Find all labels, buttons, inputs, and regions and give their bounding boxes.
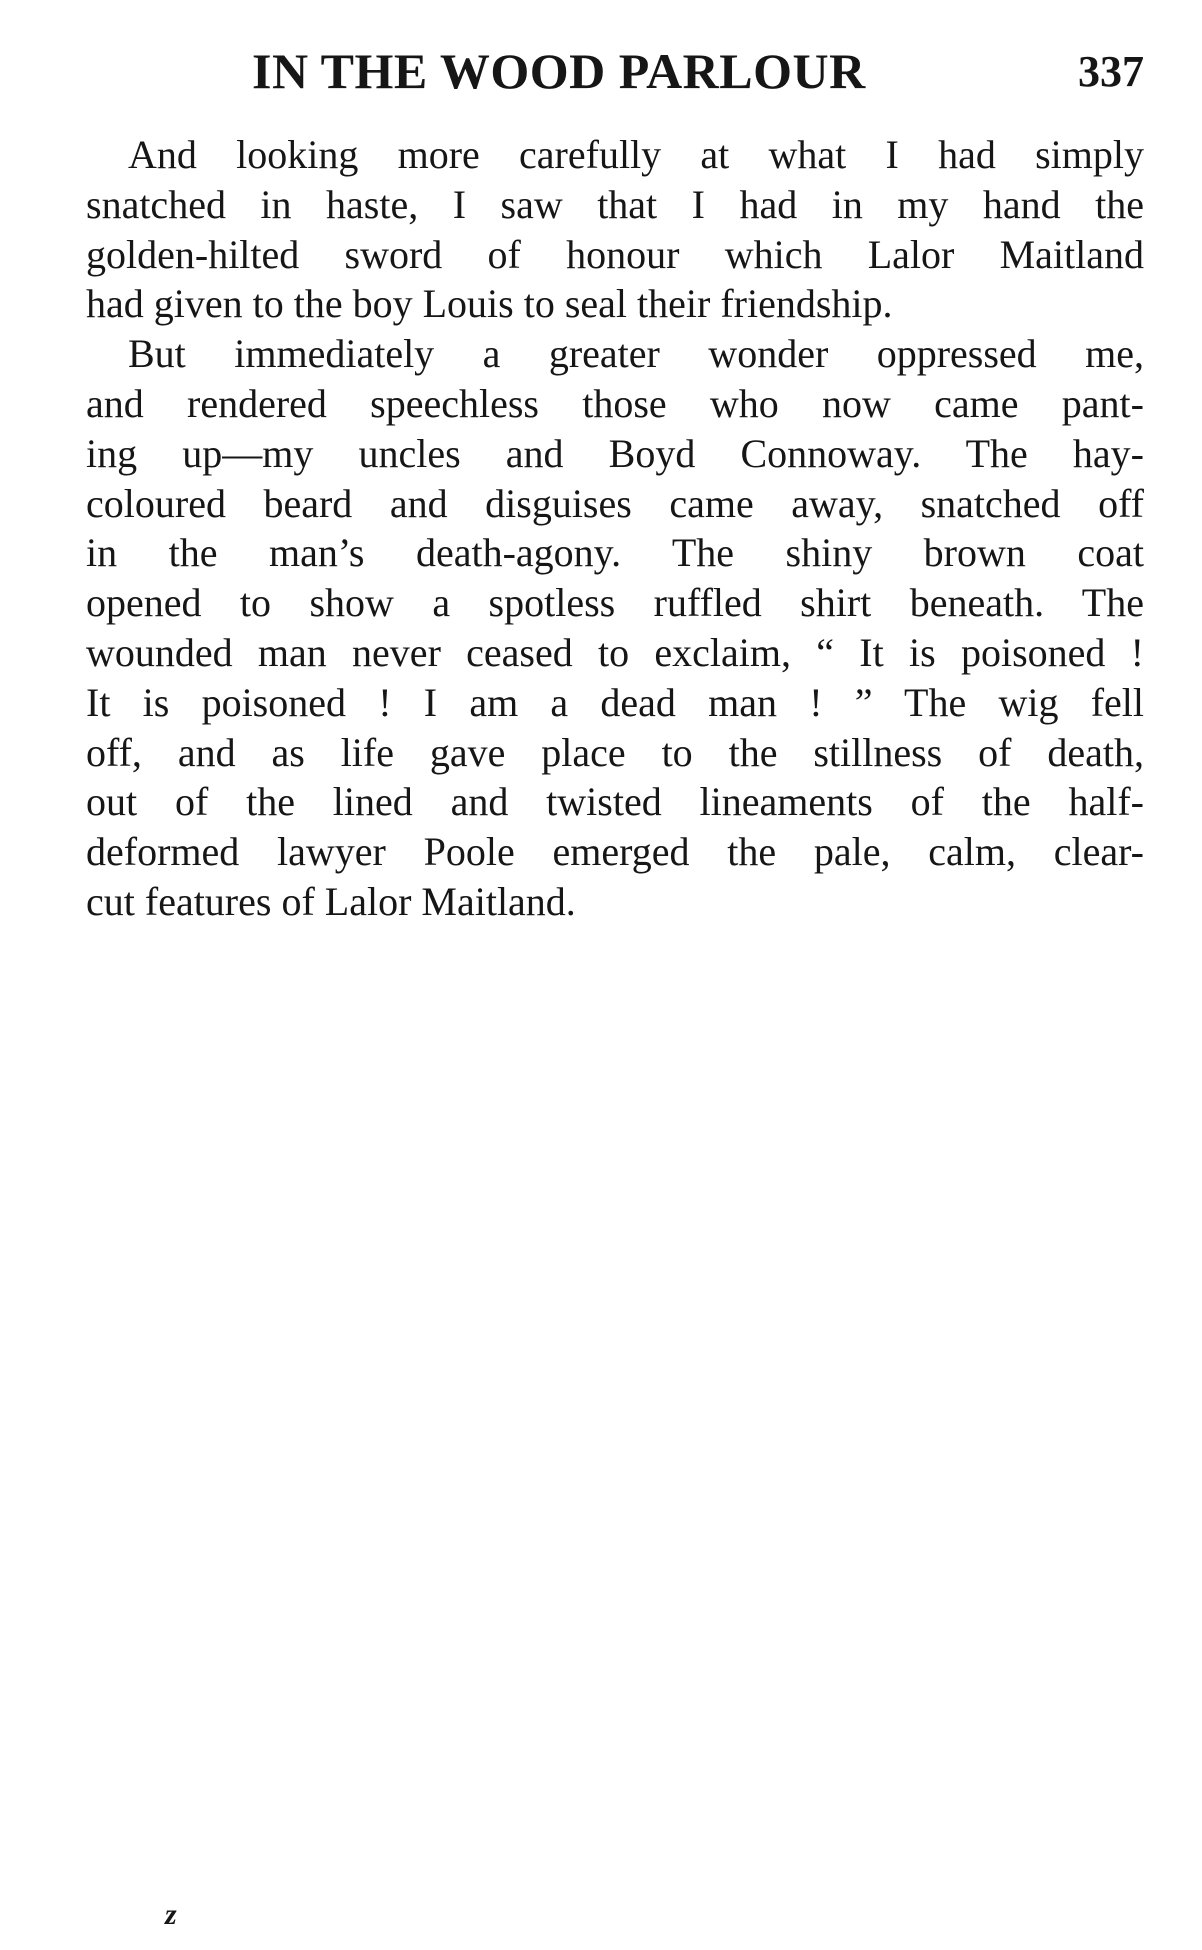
signature-mark: z	[165, 1898, 177, 1931]
paragraph-1	[86, 130, 1144, 329]
running-title: IN THE WOOD PARLOUR	[252, 43, 866, 99]
text-line: But immediately a greater wonder oppressed me,	[128, 331, 1144, 377]
text-line: deformed lawyer Poole emerged the pale, calm, clear-	[86, 829, 1144, 875]
text-line: off, and as life gave place to the stillness of death,	[86, 729, 1144, 775]
text-line: It is poisoned ! I am a dead man ! ” The wig fell	[86, 679, 1144, 725]
text-line: had given to the boy Louis to seal their friendship.	[86, 281, 893, 327]
running-head	[86, 42, 1144, 102]
text-line: and rendered speechless those who now came pant-	[86, 380, 1144, 426]
text-line: out of the lined and twisted lineaments of the half-	[86, 779, 1144, 825]
text-line: wounded man never ceased to exclaim, “ It is poisoned !	[86, 629, 1144, 675]
text-line: cut features of Lalor Maitland.	[86, 878, 576, 924]
text-line: golden-hilted sword of honour which Lalor Maitland	[86, 231, 1144, 277]
text-line: And looking more carefully at what I had simply	[128, 132, 1144, 177]
text-line: snatched in haste, I saw that I had in my hand the	[86, 181, 1144, 227]
body-text	[86, 130, 1144, 927]
page-number: 337	[1078, 47, 1144, 96]
text-line: ing up—my uncles and Boyd Connoway. The hay-	[86, 430, 1144, 476]
text-line: coloured beard and disguises came away, snatched off	[86, 480, 1144, 526]
text-line: opened to show a spotless ruffled shirt beneath. The	[86, 580, 1144, 626]
paragraph-2	[86, 329, 1144, 927]
text-line: in the man’s death-agony. The shiny brown coat	[86, 530, 1144, 576]
